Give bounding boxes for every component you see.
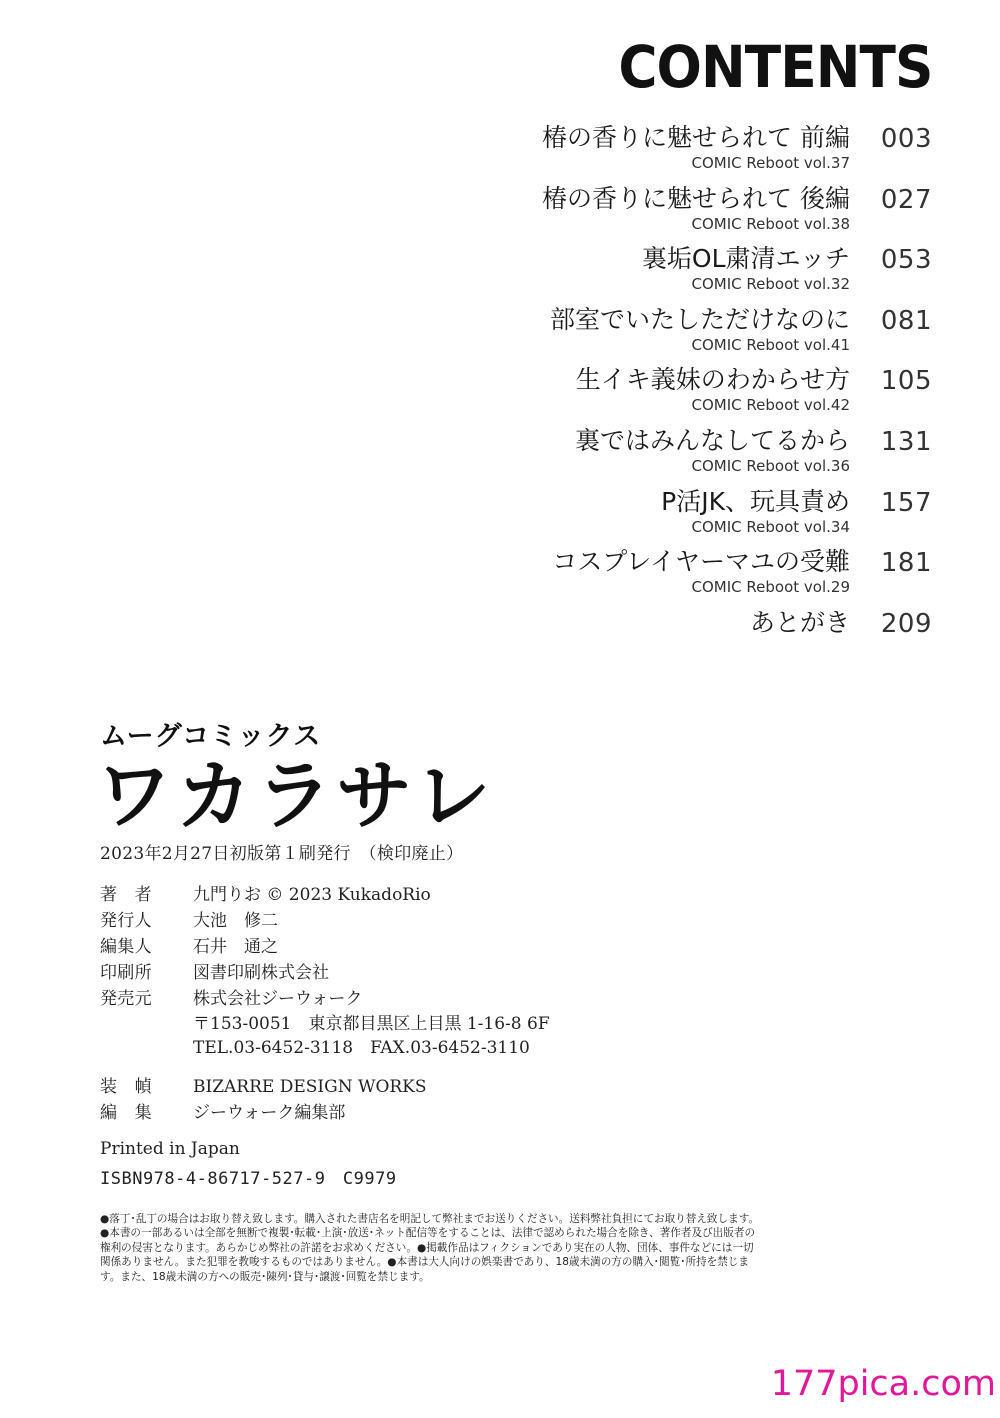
chapter-title: 生イキ義妹のわからせ方	[575, 365, 850, 395]
credit-value: 大池 修二	[193, 911, 278, 931]
credit-value: 石井 通之	[193, 937, 278, 957]
chapter-page-number: 209	[880, 608, 932, 639]
isbn: ISBN978-4-86717-527-9 C9979	[100, 1169, 397, 1189]
credit-editing	[100, 1100, 550, 1126]
credit-value: ジーウォーク編集部	[193, 1103, 346, 1123]
printed-in-japan: Printed in Japan	[100, 1139, 240, 1159]
toc-entry	[492, 362, 932, 423]
chapter-title: 裏ではみんなしてるから	[574, 425, 850, 455]
chapter-title: あとがき	[749, 607, 850, 637]
contents-heading: CONTENTS	[617, 33, 932, 101]
distributor-phone-fax: TEL.03-6452-3118 FAX.03-6452-3110	[193, 1038, 530, 1058]
chapter-source: COMIC Reboot vol.32	[691, 275, 850, 294]
release-date-line: 2023年2月27日初版第１刷発行 （検印廃止）	[100, 844, 464, 864]
watermark: 177pica.com	[770, 1364, 996, 1404]
credit-label: 発行人	[100, 911, 152, 931]
credit-editor-in-chief	[100, 934, 550, 960]
chapter-title: 部室でいたしただけなのに	[549, 304, 850, 334]
chapter-source: COMIC Reboot vol.36	[691, 456, 850, 475]
chapter-page-number: 105	[880, 366, 932, 397]
chapter-page-number: 181	[880, 548, 932, 579]
chapter-source: COMIC Reboot vol.37	[691, 154, 850, 172]
credit-design	[100, 1074, 550, 1100]
toc-entry	[492, 484, 932, 545]
legal-notice: ●落丁･乱丁の場合はお取り替え致します。購入された書店名を明記して弊社までお送りください。送料弊社負担にてお取り替え致します。●本書の一部あるいは全部を無断で複製･転載･上演･放送･ネット配信等をすることは、法律で認められた場合を除き、著作者及び出版者の権利の侵害となります。あらかじめ弊社の許諾をお求めください。●掲載作品はフィクションであり実在の人物、団体、事件などには一切関係ありません。また犯罪を教唆するものではありません。●本書は大人向けの娯楽書であり、18歳未満の方の購入･閲覧･所持を禁じます。また、18歳未満の方への販売･陳列･貸与･譲渡･回覧を禁じます。	[100, 1213, 760, 1283]
chapter-page-number: 053	[880, 245, 932, 276]
credit-publisher	[100, 908, 550, 934]
chapter-title: P活JK、玩具責め	[661, 486, 850, 516]
distributor-address: 〒153-0051 東京都目黒区上目黒 1-16-8 6F	[193, 1014, 550, 1034]
chapter-title: 椿の香りに魅せられて 後編	[542, 183, 850, 213]
chapter-source: COMIC Reboot vol.42	[691, 396, 850, 415]
credit-value: 図書印刷株式会社	[193, 963, 329, 983]
toc-entry	[492, 605, 932, 666]
toc-entry	[492, 241, 932, 302]
chapter-page-number: 131	[880, 426, 932, 457]
chapter-title: 裏垢OL粛清エッチ	[641, 244, 850, 274]
chapter-source: COMIC Reboot vol.34	[691, 517, 850, 536]
credit-author	[100, 882, 550, 908]
credit-label: 編 集	[100, 1103, 152, 1123]
chapter-page-number: 081	[880, 305, 932, 336]
credit-label: 装 幀	[100, 1077, 152, 1097]
credit-printer	[100, 960, 550, 986]
credit-value: BIZARRE DESIGN WORKS	[193, 1077, 427, 1097]
toc-entry	[492, 120, 932, 181]
toc-entry	[492, 181, 932, 242]
credit-label: 発売元	[100, 989, 152, 1009]
chapter-page-number: 157	[880, 487, 932, 518]
book-title: ワカラサレ	[96, 751, 495, 840]
chapter-source: COMIC Reboot vol.38	[691, 214, 850, 233]
chapter-page-number: 003	[880, 124, 932, 154]
credit-label: 編集人	[100, 937, 152, 957]
toc-entry	[492, 302, 932, 363]
credit-value: 株式会社ジーウォーク	[193, 989, 363, 1009]
credit-label: 印刷所	[100, 963, 152, 983]
chapter-title: コスプレイヤーマユの受難	[552, 547, 850, 577]
chapter-title: 椿の香りに魅せられて 前編	[542, 123, 850, 152]
credit-value: 九門りお © 2023 KukadoRio	[193, 885, 431, 905]
colophon	[100, 842, 550, 1194]
table-of-contents	[492, 120, 932, 665]
credit-distributor	[100, 986, 550, 1012]
series-name: ムーグコミックス	[100, 721, 322, 752]
toc-entry	[492, 544, 932, 605]
toc-entry	[492, 423, 932, 484]
credit-label: 著 者	[100, 885, 152, 905]
chapter-source: COMIC Reboot vol.41	[691, 335, 850, 354]
chapter-page-number: 027	[880, 184, 932, 215]
chapter-source: COMIC Reboot vol.29	[691, 578, 850, 597]
